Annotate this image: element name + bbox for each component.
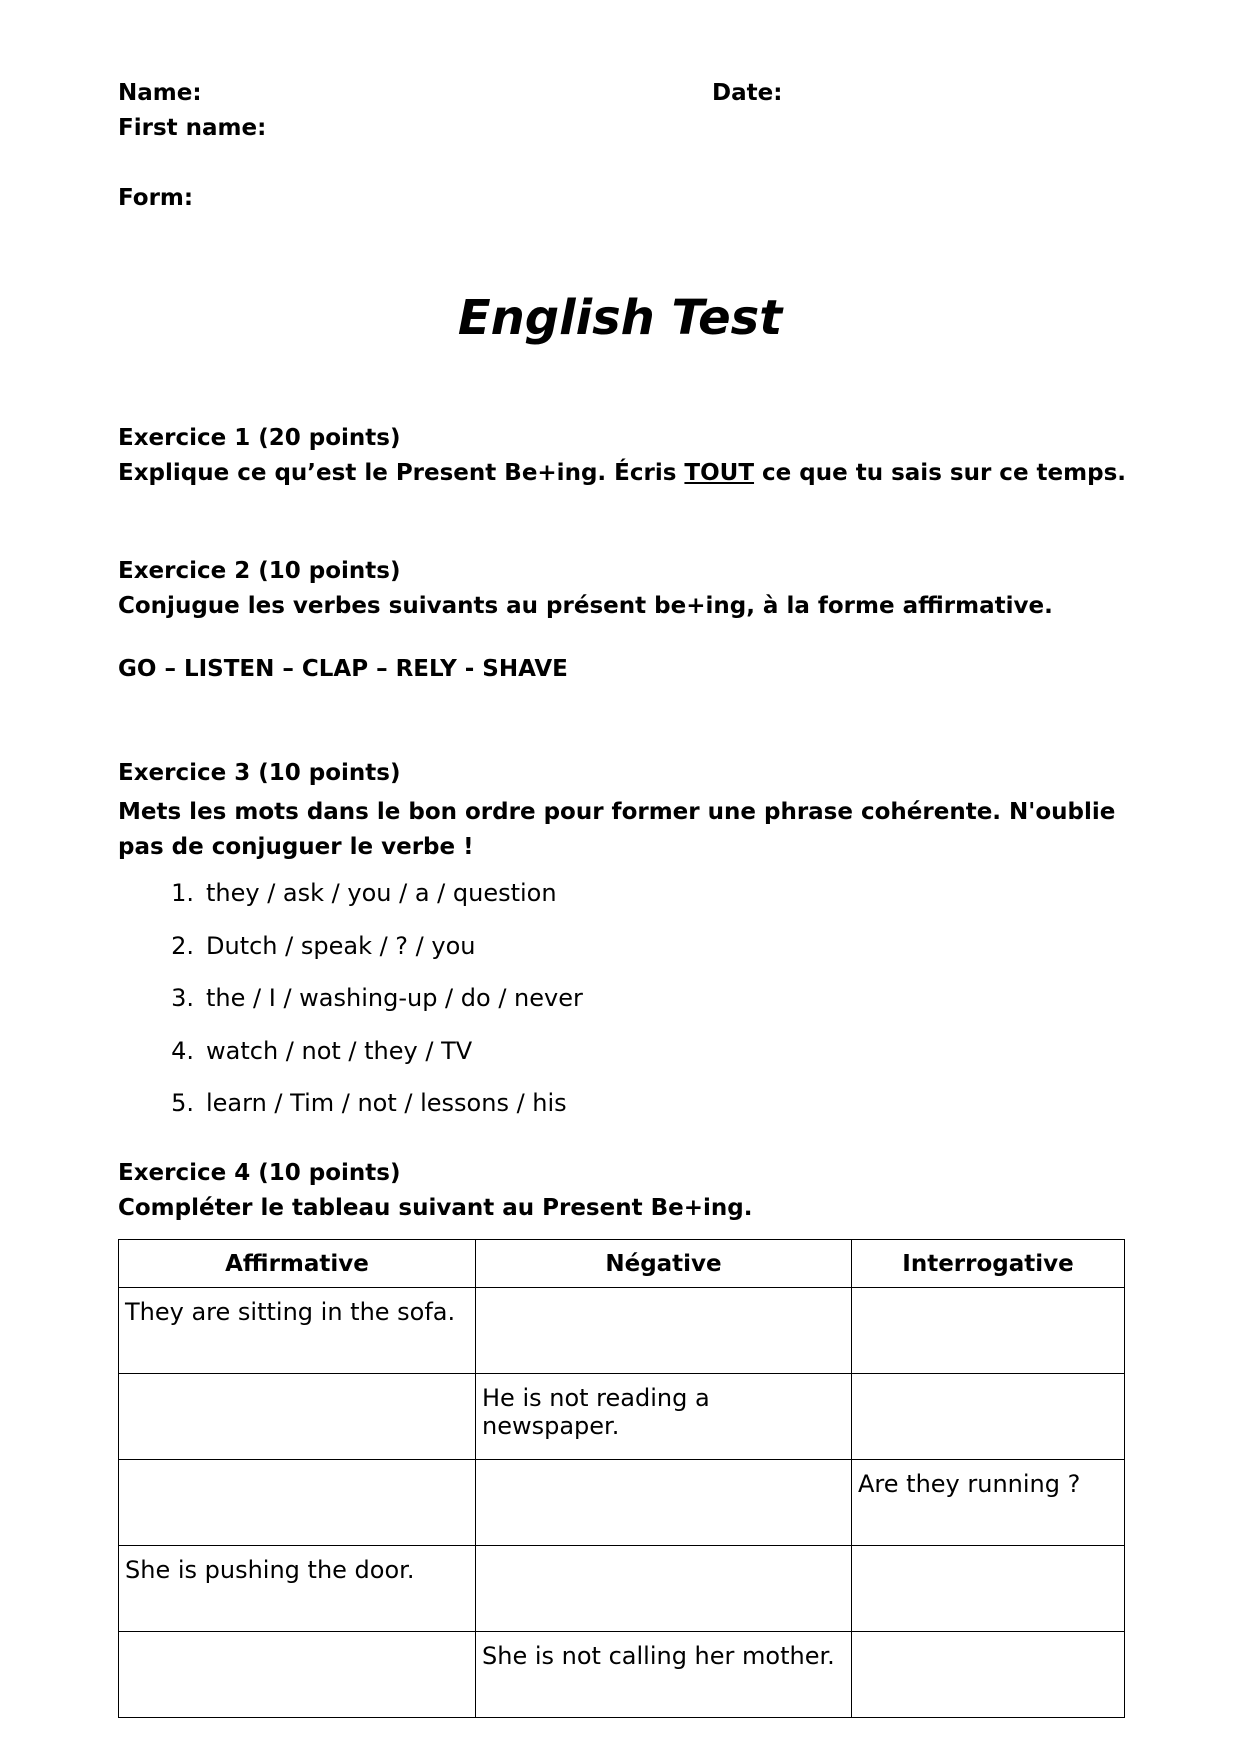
exercise2-verbs: GO – LISTEN – CLAP – RELY - SHAVE: [118, 656, 568, 682]
list-item-number: 1.: [171, 879, 194, 907]
exercise4-heading: Exercice 4 (10 points): [118, 1160, 401, 1186]
table-cell[interactable]: [476, 1288, 852, 1374]
table-row: [119, 1460, 1125, 1546]
list-item-text: learn / Tim / not / lessons / his: [206, 1089, 567, 1117]
table-cell[interactable]: [852, 1632, 1125, 1718]
list-item-text: the / I / washing-up / do / never: [206, 984, 583, 1012]
list-item: [118, 983, 583, 1036]
list-item: [118, 1088, 583, 1141]
table-cell[interactable]: [852, 1546, 1125, 1632]
list-item-number: 2.: [171, 931, 194, 960]
list-item-text: they / ask / you / a / question: [206, 879, 557, 907]
exercise3-instruction: Mets les mots dans le bon ordre pour former une phrase cohérente. N'oublie pas de conjuguer le verbe !: [118, 799, 1116, 860]
list-item-number: 5.: [171, 1089, 194, 1117]
table-cell[interactable]: [476, 1460, 852, 1546]
table-cell[interactable]: He is not reading a newspaper.: [476, 1374, 852, 1460]
table-cell[interactable]: [119, 1460, 476, 1546]
table-cell[interactable]: [852, 1374, 1125, 1460]
exercise1-instruction: [118, 460, 1126, 486]
page-title: English Test: [457, 290, 783, 346]
table-cell[interactable]: [852, 1288, 1125, 1374]
exercise1-instruction-after: ce que tu sais sur ce temps.: [754, 460, 1126, 486]
exercise3-heading: Exercice 3 (10 points): [118, 760, 401, 786]
list-item: [118, 878, 583, 931]
table-row: [119, 1632, 1125, 1718]
table-row: [119, 1374, 1125, 1460]
exercise4-instruction: Compléter le tableau suivant au Present Be+ing.: [118, 1195, 753, 1221]
name-label: Name:: [118, 80, 202, 106]
table-cell[interactable]: [119, 1374, 476, 1460]
table-cell[interactable]: She is not calling her mother.: [476, 1632, 852, 1718]
table-header-row: [119, 1240, 1125, 1288]
table-cell[interactable]: [119, 1632, 476, 1718]
table-cell[interactable]: Are they running ?: [852, 1460, 1125, 1546]
list-item-text: watch / not / they / TV: [206, 1036, 473, 1065]
date-label: Date:: [712, 80, 783, 106]
list-item: [118, 931, 583, 984]
column-header-negative: Négative: [476, 1240, 852, 1288]
table-row: [119, 1288, 1125, 1374]
form-label: Form:: [118, 185, 194, 211]
exercise2-instruction: Conjugue les verbes suivants au présent be+ing, à la forme affirmative.: [118, 593, 1053, 619]
list-item-text: Dutch / speak / ? / you: [206, 931, 476, 960]
table-cell[interactable]: They are sitting in the sofa.: [119, 1288, 476, 1374]
list-item-number: 4.: [171, 1036, 194, 1065]
exercise1-instruction-before: Explique ce qu’est le Present Be+ing. Écris: [118, 460, 685, 486]
first-name-label: First name:: [118, 115, 267, 141]
table-cell[interactable]: [476, 1546, 852, 1632]
table-cell[interactable]: She is pushing the door.: [119, 1546, 476, 1632]
exercise1-instruction-emphasis: TOUT: [684, 460, 755, 486]
exercise3-list: [118, 878, 583, 1141]
table-row: [119, 1546, 1125, 1632]
list-item-number: 3.: [171, 984, 194, 1012]
list-item: [118, 1036, 583, 1089]
exercise1-heading: Exercice 1 (20 points): [118, 425, 401, 451]
column-header-affirmative: Affirmative: [119, 1240, 476, 1288]
exercise2-heading: Exercice 2 (10 points): [118, 558, 401, 584]
column-header-interrogative: Interrogative: [852, 1240, 1125, 1288]
conjugation-table: [118, 1239, 1125, 1718]
